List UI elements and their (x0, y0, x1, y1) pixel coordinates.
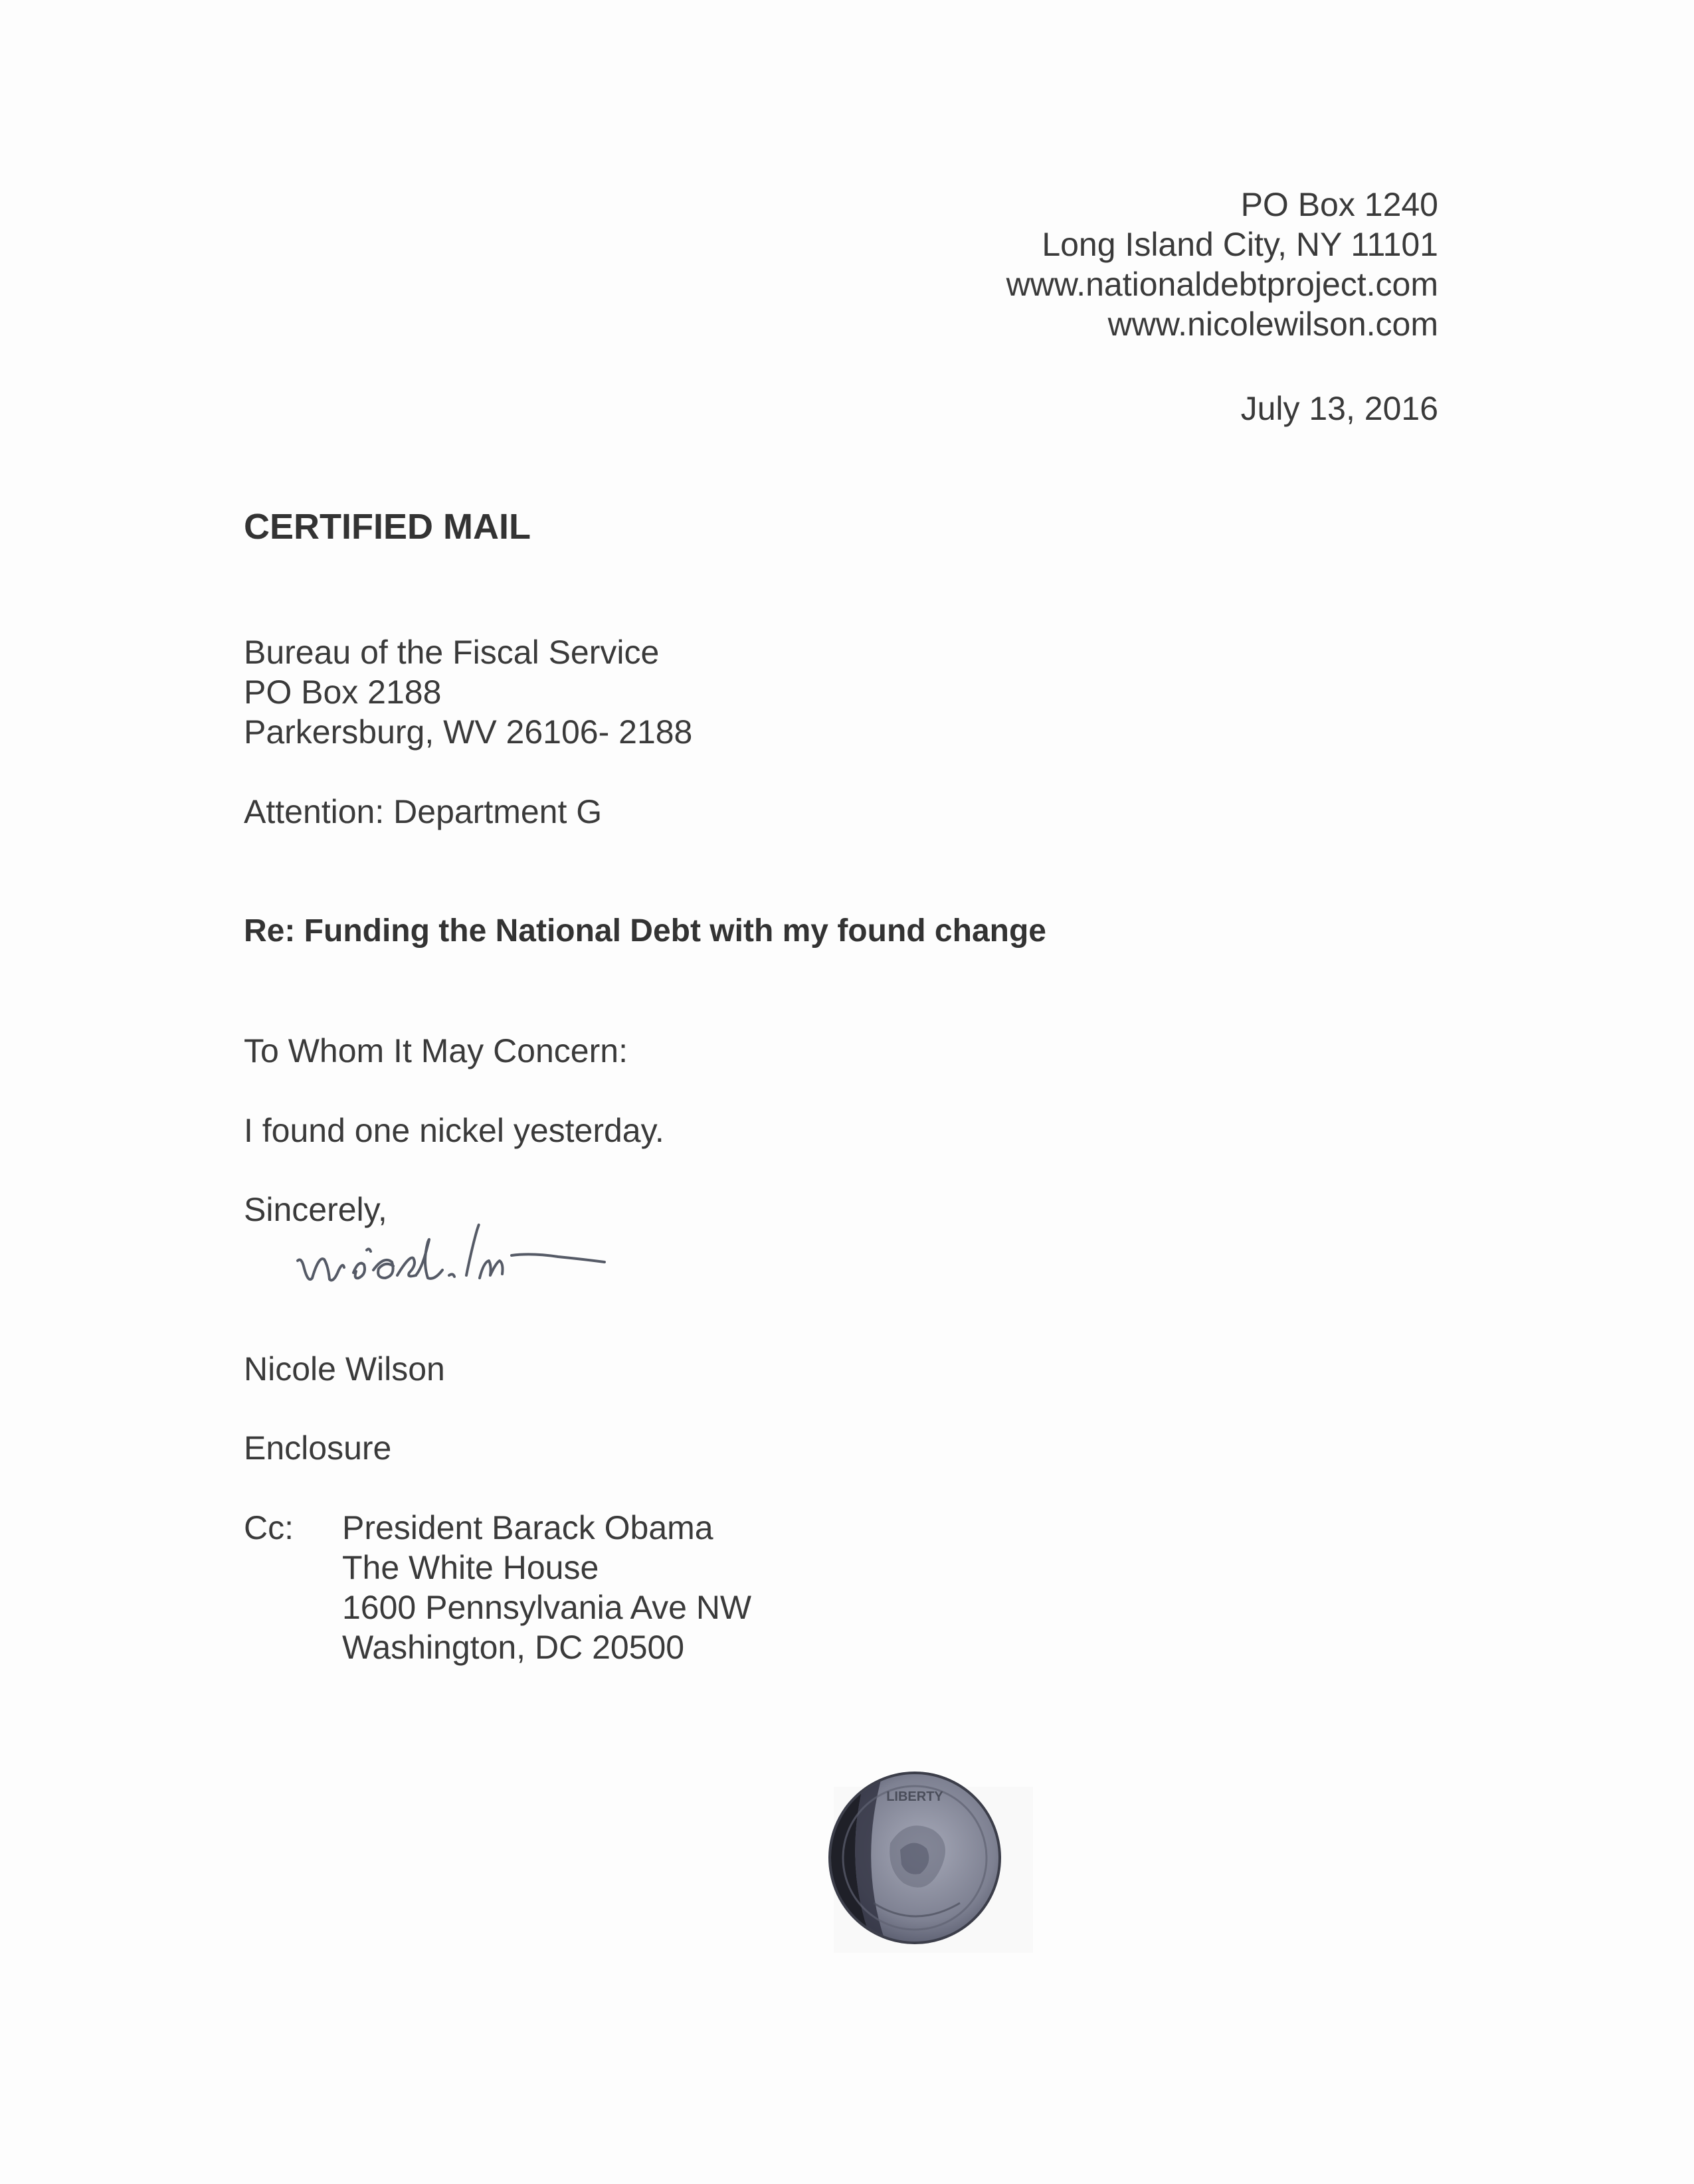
recipient-name: Bureau of the Fiscal Service (244, 634, 660, 671)
signer-name: Nicole Wilson (244, 1350, 445, 1388)
coin-inscription: LIBERTY (886, 1789, 943, 1804)
nickel-coin-image (827, 1770, 1003, 1946)
salutation: To Whom It May Concern: (244, 1032, 628, 1069)
cc-line: Washington, DC 20500 (342, 1629, 685, 1666)
recipient-po-box: PO Box 2188 (244, 674, 442, 711)
subject-line: Re: Funding the National Debt with my found change (244, 913, 1046, 949)
mail-type-heading: CERTIFIED MAIL (244, 507, 531, 547)
cc-line: 1600 Pennsylvania Ave NW (342, 1589, 752, 1626)
sender-website-2: www.nicolewilson.com (1107, 306, 1438, 343)
cc-line: The White House (342, 1549, 599, 1586)
recipient-address (244, 632, 692, 752)
cc-line: President Barack Obama (342, 1509, 713, 1546)
handwritten-signature (292, 1209, 664, 1315)
sender-po-box: PO Box 1240 (1240, 186, 1438, 223)
letter-date: July 13, 2016 (1240, 390, 1438, 427)
sender-city-line: Long Island City, NY 11101 (1042, 226, 1438, 263)
cc-label: Cc: (244, 1509, 294, 1546)
attention-line: Attention: Department G (244, 793, 603, 830)
enclosure-note: Enclosure (244, 1429, 392, 1467)
recipient-city-line: Parkersburg, WV 26106- 2188 (244, 713, 693, 751)
sender-address (1006, 185, 1438, 344)
letter-body: I found one nickel yesterday. (244, 1112, 664, 1149)
closing: Sincerely, (244, 1191, 387, 1228)
sender-website-1: www.nationaldebtproject.com (1006, 266, 1438, 303)
cc-address (342, 1508, 751, 1667)
